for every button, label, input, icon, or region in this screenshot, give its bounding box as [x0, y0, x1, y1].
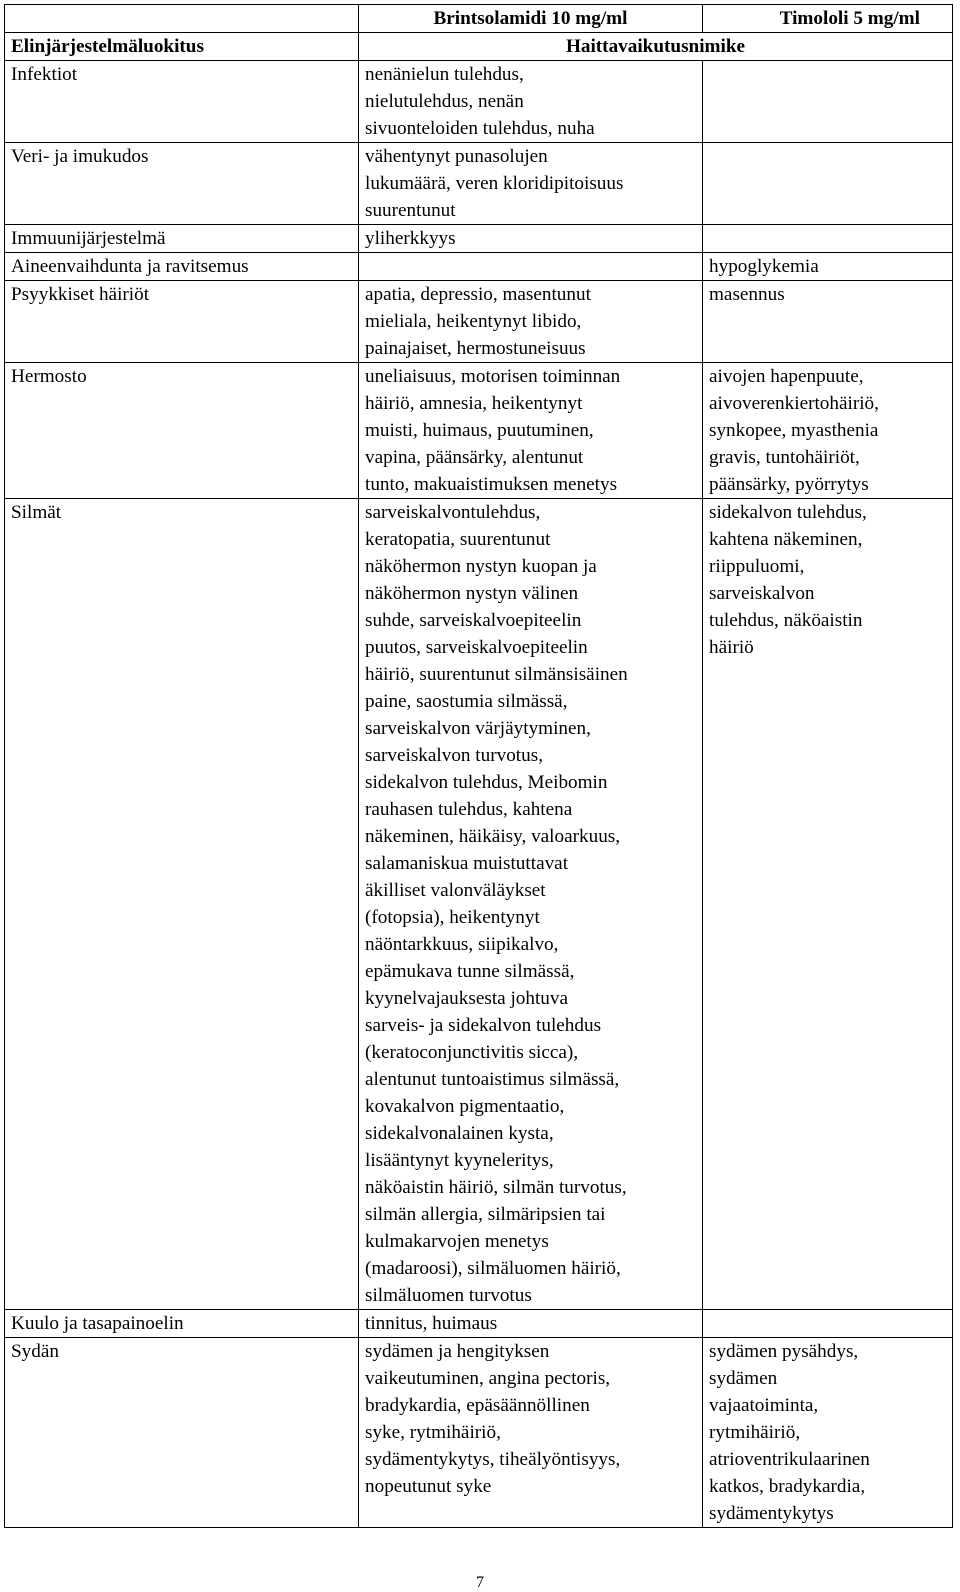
- organ-class-cell: Kuulo ja tasapainoelin: [5, 1310, 359, 1338]
- header-organ-class: Elinjärjestelmäluokitus: [5, 33, 359, 61]
- table-row: [5, 253, 953, 281]
- header-timolol: Timololi 5 mg/ml: [703, 5, 953, 33]
- organ-class-cell: Sydän: [5, 1338, 359, 1528]
- brinzolamide-cell: tinnitus, huimaus: [359, 1310, 703, 1338]
- table-row: [5, 143, 953, 225]
- brinzolamide-cell: vähentynyt punasolujen lukumäärä, veren kloridipitoisuus suurentunut: [359, 143, 703, 225]
- header-brinzolamide: Brintsolamidi 10 mg/ml: [359, 5, 703, 33]
- timolol-cell: [703, 1310, 953, 1338]
- timolol-cell: [703, 225, 953, 253]
- brinzolamide-cell: sydämen ja hengityksen vaikeutuminen, angina pectoris, bradykardia, epäsäännöllinen syke, rytmihäiriö, sydämentykytys, tiheälyöntisyys, nopeutunut syke: [359, 1338, 703, 1528]
- organ-class-cell: Hermosto: [5, 363, 359, 499]
- organ-class-cell: Infektiot: [5, 61, 359, 143]
- timolol-cell: [703, 61, 953, 143]
- brinzolamide-cell: sarveiskalvontulehdus, keratopatia, suurentunut näköhermon nystyn kuopan ja näköhermon nystyn välinen suhde, sarveiskalvoepiteelin puutos, sarveiskalvoepiteelin häiriö, suurentunut silmänsisäinen paine, saostumia silmässä, sarveiskalvon värjäytyminen, sarveiskalvon turvotus, sidekalvon tulehdus, Meibomin rauhasen tulehdus, kahtena näkeminen, häikäisy, valoarkuus, salamaniskua muistuttavat äkilliset valonväläykset (fotopsia), heikentynyt näöntarkkuus, siipikalvo, epämukava tunne silmässä, kyynelvajauksesta johtuva sarveis- ja sidekalvon tulehdus (keratoconjunctivitis sicca), alentunut tuntoaistimus silmässä, kovakalvon pigmentaatio, sidekalvonalainen kysta, lisääntynyt kyyneleritys, näköaistin häiriö, silmän turvotus, silmän allergia, silmäripsien tai kulmakarvojen menetys (madaroosi), silmäluomen häiriö, silmäluomen turvotus: [359, 499, 703, 1310]
- table-row: [5, 1310, 953, 1338]
- organ-class-cell: Silmät: [5, 499, 359, 1310]
- brinzolamide-cell: nenänielun tulehdus, nielutulehdus, nenän sivuonteloiden tulehdus, nuha: [359, 61, 703, 143]
- timolol-cell: hypoglykemia: [703, 253, 953, 281]
- brinzolamide-cell: apatia, depressio, masentunut mieliala, heikentynyt libido, painajaiset, hermostuneisuus: [359, 281, 703, 363]
- timolol-cell: sidekalvon tulehdus, kahtena näkeminen, riippuluomi, sarveiskalvon tulehdus, näköaistin häiriö: [703, 499, 953, 1310]
- header-empty-cell: [5, 5, 359, 33]
- timolol-cell: masennus: [703, 281, 953, 363]
- table-row: [5, 281, 953, 363]
- adverse-reactions-table: [4, 4, 953, 1528]
- header-row-drugs: [5, 5, 953, 33]
- brinzolamide-cell: [359, 253, 703, 281]
- table-row: [5, 363, 953, 499]
- brinzolamide-cell: uneliaisuus, motorisen toiminnan häiriö, amnesia, heikentynyt muisti, huimaus, puutuminen, vapina, päänsärky, alentunut tunto, makuaistimuksen menetys: [359, 363, 703, 499]
- header-row-labels: [5, 33, 953, 61]
- table-row: [5, 61, 953, 143]
- organ-class-cell: Psyykkiset häiriöt: [5, 281, 359, 363]
- organ-class-cell: Immuunijärjestelmä: [5, 225, 359, 253]
- header-adverse-reaction-term: Haittavaikutusnimike: [359, 33, 953, 61]
- timolol-cell: aivojen hapenpuute, aivoverenkiertohäiriö, synkopee, myasthenia gravis, tuntohäiriöt, päänsärky, pyörrytys: [703, 363, 953, 499]
- page-number: 7: [476, 1574, 484, 1591]
- organ-class-cell: Veri- ja imukudos: [5, 143, 359, 225]
- table-row: [5, 1338, 953, 1528]
- timolol-cell: [703, 143, 953, 225]
- timolol-cell: sydämen pysähdys, sydämen vajaatoiminta, rytmihäiriö, atrioventrikulaarinen katkos, bradykardia, sydämentykytys: [703, 1338, 953, 1528]
- table-row: [5, 499, 953, 1310]
- organ-class-cell: Aineenvaihdunta ja ravitsemus: [5, 253, 359, 281]
- brinzolamide-cell: yliherkkyys: [359, 225, 703, 253]
- table-row: [5, 225, 953, 253]
